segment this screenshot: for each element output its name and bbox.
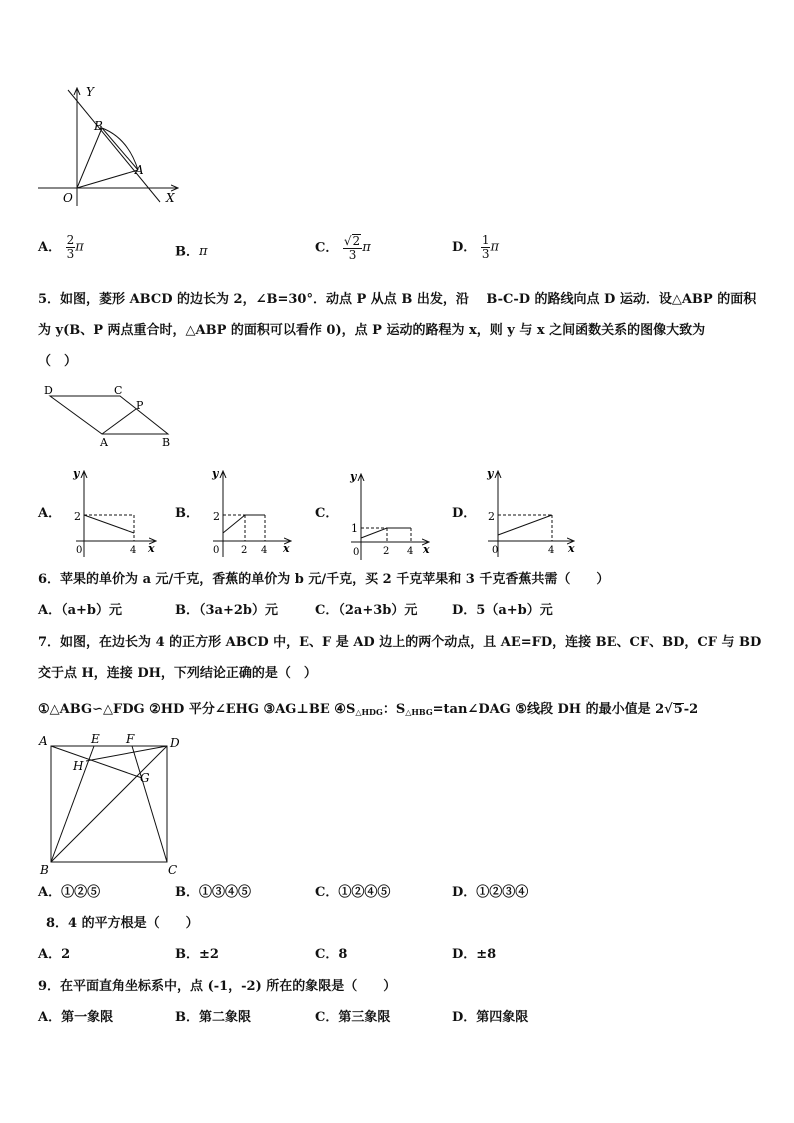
q7-label-h: H	[73, 759, 84, 773]
q4-option-d-pi: π	[490, 239, 499, 255]
q5-graph-d[interactable]	[482, 465, 582, 560]
q4-figure	[30, 82, 190, 212]
svg-text:0: 0	[353, 547, 360, 558]
q9-option-c[interactable]: C．第三象限	[315, 1010, 391, 1025]
q4-label-x: X	[166, 191, 175, 205]
q7-label-c: C	[168, 863, 178, 877]
q9-stem: 9．在平面直角坐标系中，点 (-1，-2) 所在的象限是（ ）	[38, 979, 397, 994]
q6-option-d[interactable]: D．5（a+b）元	[452, 603, 553, 618]
q4-segment-ob	[77, 128, 102, 188]
q4-label-o: O	[63, 191, 73, 205]
svg-text:2: 2	[74, 510, 81, 523]
q6-option-c[interactable]: C．（2a+3b）元	[315, 603, 418, 618]
svg-text:x: x	[283, 542, 290, 555]
q8-stem: 8．4 的平方根是（ ）	[46, 916, 199, 931]
q6-option-b[interactable]: B．（3a+2b）元	[175, 603, 278, 618]
svg-text:4: 4	[407, 546, 414, 557]
q6-stem: 6．苹果的单价为 a 元/千克，香蕉的单价为 b 元/千克，买 2 千克苹果和 3 千克香蕉共需（ ）	[38, 572, 610, 587]
q5-graph-c[interactable]	[345, 468, 435, 563]
q7-option-d[interactable]: D．①②③④	[452, 885, 529, 900]
q5-label-c: C	[114, 384, 123, 397]
q5-stem-line1: 5．如图，菱形 ABCD 的边长为 2，∠B=30°．动点 P 从点 B 出发，沿 B-C-D 的路线向点 D 运动．设△ABP 的面积	[38, 292, 757, 307]
q7-stem-line2: 交于点 H，连接 DH，下列结论正确的是（ ）	[38, 666, 317, 681]
q5-label-p: P	[136, 399, 144, 412]
q8-option-b[interactable]: B．±2	[175, 947, 219, 962]
q4-option-c[interactable]	[315, 234, 371, 262]
q6-option-a[interactable]: A．（a+b）元	[38, 603, 122, 618]
q7-label-a: A	[39, 734, 48, 748]
q4-label-b: B	[94, 119, 103, 133]
q5-segment-ap	[102, 409, 136, 434]
q5-graph-a[interactable]	[72, 465, 162, 560]
q4-option-c-letter: C．	[315, 240, 339, 256]
q7-label-f: F	[126, 732, 135, 746]
svg-text:y: y	[487, 467, 494, 480]
q4-option-d[interactable]	[452, 234, 499, 261]
q4-option-a-fraction: $\frac{2}{3}$	[66, 233, 75, 261]
q5-label-a: A	[100, 436, 108, 449]
q7-label-d: D	[170, 736, 180, 750]
q4-option-b-pi: π	[199, 244, 208, 259]
q9-option-d[interactable]: D．第四象限	[452, 1010, 529, 1025]
q9-option-b[interactable]: B．第二象限	[175, 1010, 251, 1025]
svg-text:2: 2	[383, 546, 390, 557]
q4-option-a[interactable]	[38, 234, 84, 261]
q5-rhombus-figure	[40, 382, 190, 452]
q7-option-c[interactable]: C．①②④⑤	[315, 885, 391, 900]
q4-label-y: Y	[86, 85, 94, 99]
q8-option-d[interactable]: D．±8	[452, 947, 497, 962]
q5-option-a-letter[interactable]: A．	[38, 506, 62, 521]
svg-text:y: y	[73, 467, 80, 480]
q5-label-b: B	[162, 436, 171, 449]
q5-stem-line2: 为 y(B、P 两点重合时，△ABP 的面积可以看作 0)，点 P 运动的路程为 x，则 y 与 x 之间函数关系的图像大致为	[38, 323, 706, 338]
q5-graph-b[interactable]	[207, 465, 297, 560]
svg-text:2: 2	[488, 510, 495, 523]
svg-text:x: x	[568, 542, 575, 555]
q7-stem-line1: 7．如图，在边长为 4 的正方形 ABCD 中，E、F 是 AD 边上的两个动点，且 AE=FD，连接 BE、CF、BD，CF 与 BD	[38, 635, 762, 650]
q5-stem-line3: （ ）	[38, 354, 78, 369]
q4-option-b-letter: B．	[175, 244, 199, 260]
svg-text:2: 2	[241, 545, 248, 556]
q4-option-a-letter: A．	[38, 240, 62, 255]
q5-label-d: D	[44, 384, 53, 397]
svg-text:y: y	[212, 467, 219, 480]
q4-option-c-fraction: $\frac{√2}{3}$	[343, 234, 361, 262]
q5-option-d-letter[interactable]: D．	[452, 506, 477, 521]
q8-option-c[interactable]: C．8	[315, 947, 348, 962]
q4-option-a-pi: π	[75, 239, 84, 255]
q4-label-a: A	[135, 163, 144, 177]
q7-segment-ag	[51, 746, 142, 778]
q7-label-e: E	[91, 732, 100, 746]
q7-label-g: G	[140, 771, 150, 785]
svg-text:0: 0	[213, 545, 220, 556]
svg-text:2: 2	[213, 510, 220, 523]
q4-segment-ba	[102, 128, 138, 170]
q7-conclusions: ①△ABG∽△FDG ②HD 平分∠EHG ③AG⊥BE $④S_{\triangle HDG}$：$S_{\triangle HBG}=\tan\angle DAG$ ⑤线段 DH 的最小值是 2√5-2	[38, 702, 699, 717]
svg-text:1: 1	[351, 522, 358, 535]
svg-text:y: y	[350, 470, 357, 483]
q7-option-b[interactable]: B．①③④⑤	[175, 885, 251, 900]
q4-option-d-fraction: $\frac{1}{3}$	[481, 233, 490, 261]
q4-option-b[interactable]	[175, 244, 208, 261]
q4-segment-oa	[77, 170, 138, 188]
svg-text:0: 0	[492, 545, 499, 556]
q4-tangent-line	[68, 90, 160, 202]
q7-label-b: B	[40, 863, 49, 877]
q5-option-b-letter[interactable]: B．	[175, 506, 199, 521]
svg-text:4: 4	[130, 545, 137, 556]
svg-text:x: x	[148, 542, 155, 555]
q4-option-c-pi: π	[362, 240, 371, 255]
q9-option-a[interactable]: A．第一象限	[38, 1010, 114, 1025]
q8-option-a[interactable]: A．2	[38, 947, 71, 962]
svg-text:x: x	[423, 543, 430, 556]
q4-option-d-letter: D．	[452, 240, 477, 255]
svg-text:4: 4	[548, 545, 555, 556]
svg-text:4: 4	[261, 545, 268, 556]
q7-square-figure	[36, 730, 196, 880]
svg-text:0: 0	[76, 545, 83, 556]
q5-option-c-letter[interactable]: C．	[315, 506, 339, 521]
q7-option-a[interactable]: A．①②⑤	[38, 885, 101, 900]
